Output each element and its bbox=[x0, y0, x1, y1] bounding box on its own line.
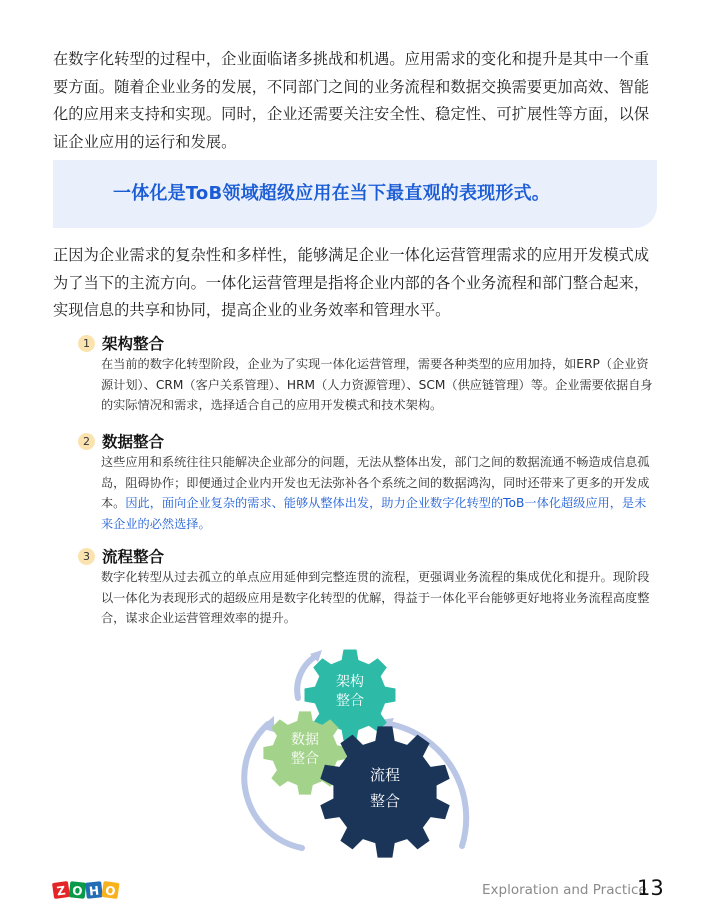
item-title: 数据整合 bbox=[102, 433, 165, 451]
svg-text:O: O bbox=[71, 883, 84, 899]
logo-tile bbox=[85, 881, 103, 899]
callout-text: 一体化是ToB领域超级应用在当下最直观的表现形式。 bbox=[113, 183, 550, 204]
intro-paragraph: 在数字化转型的过程中，企业面临诸多挑战和机遇。应用需求的变化和提升是其中一个重要方面。随着企业业务的发展，不同部门之间的业务流程和数据交换需要更加高效、智能化的应用来支持和实现。同时，企业还需要关注安全性、稳定性、可扩展性等方面，以保证企业应用的运行和发展。 bbox=[53, 50, 650, 151]
svg-text:Z: Z bbox=[55, 883, 67, 899]
zoho-logo bbox=[52, 879, 120, 901]
gear-left-label: 数据 bbox=[291, 732, 319, 748]
item-body bbox=[101, 452, 656, 534]
gears-diagram bbox=[230, 640, 480, 875]
item-title: 流程整合 bbox=[102, 548, 165, 566]
gear-big-label: 整合 bbox=[369, 792, 401, 810]
item-body: 数字化转型从过去孤立的单点应用延伸到完整连贯的流程，更强调业务流程的集成优化和提升。现阶段以一体化为表现形式的超级应用是数字化转型的优解，得益于一体化平台能够更好地将业务流程高度整合，谋求企业运营管理效率的提升。 bbox=[101, 570, 650, 626]
page-number: 13 bbox=[637, 876, 664, 900]
item-highlight-text: 因此，面向企业复杂的需求、能够从整体出发，助力企业数字化转型的ToB一体化超级应用，是未来企业的必然选择。 bbox=[101, 496, 647, 531]
callout-box bbox=[53, 160, 657, 228]
item-number-badge: 3 bbox=[78, 548, 95, 565]
gear-top-label: 架构 bbox=[336, 674, 364, 690]
item-number-badge: 2 bbox=[78, 433, 95, 450]
item-body-text: 这些应用和系统往往只能解决企业部分的问题，无法从整体出发，部门之间的数据流通不畅造成信息孤岛，阻碍协作；即便通过企业内开发也无法弥补各个系统之间的数据鸿沟，同时还带来了更多的开发成本。 bbox=[101, 455, 650, 511]
gear-left-label: 整合 bbox=[291, 751, 319, 767]
gear-top-label: 整合 bbox=[336, 693, 364, 709]
logo-tile bbox=[101, 881, 119, 899]
svg-text:H: H bbox=[88, 883, 100, 899]
item-body: 在当前的数字化转型阶段，企业为了实现一体化运营管理，需要各种类型的应用加持，如ERP（企业资源计划）、CRM（客户关系管理）、HRM（人力资源管理）、SCM（供应链管理）等。企业需要依据自身的实际情况和需求，选择适合自己的应用开发模式和技术架构。 bbox=[101, 357, 653, 413]
gear-big-label: 流程 bbox=[369, 766, 401, 784]
svg-text:O: O bbox=[104, 883, 117, 899]
footer-text: Exploration and Practice bbox=[482, 882, 647, 898]
body-paragraph: 正因为企业需求的复杂性和多样性，能够满足企业一体化运营管理需求的应用开发模式成为了当下的主流方向。一体化运营管理是指将企业内部的各个业务流程和部门整合起来，实现信息的共享和协同，提高企业的业务效率和管理水平。 bbox=[53, 246, 650, 319]
logo-tile bbox=[69, 881, 87, 899]
logo-tile bbox=[52, 881, 70, 899]
item-number-badge: 1 bbox=[78, 335, 95, 352]
item-title: 架构整合 bbox=[102, 335, 165, 353]
